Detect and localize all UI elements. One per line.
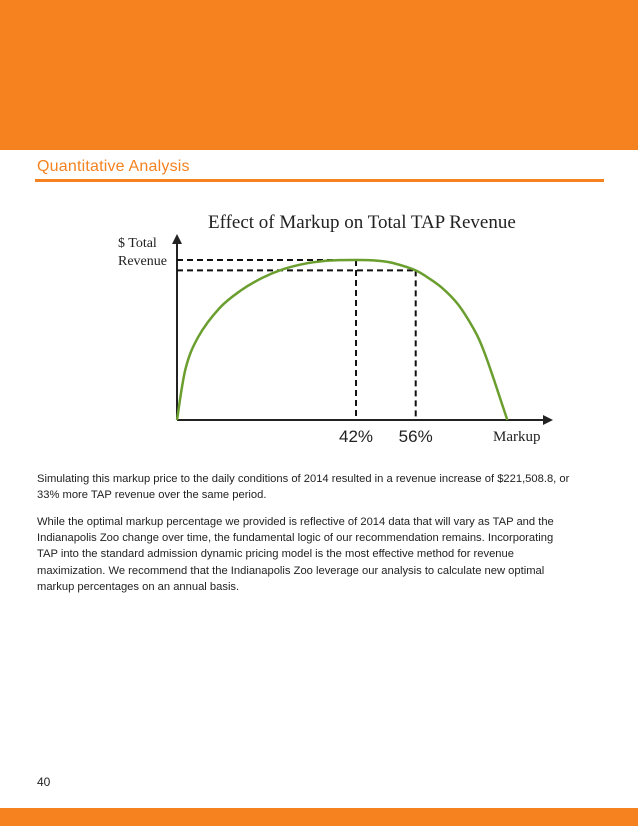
- x-axis-arrow: [543, 415, 553, 425]
- y-axis-label-line1: $ Total: [118, 236, 157, 251]
- paragraph-recommendation: [37, 514, 599, 595]
- paragraph-results: [37, 471, 599, 503]
- series-line-revenue: [177, 260, 507, 420]
- section-title-rule: [35, 179, 604, 182]
- y-axis-arrow: [172, 234, 182, 244]
- paragraph-line: maximization. We recommend that the Indianapolis Zoo leverage our analysis to calculate new optimal: [37, 564, 545, 577]
- paragraph-line: Indianapolis Zoo change over time, the fundamental logic of our recommendation remains. Incorporating: [37, 532, 554, 545]
- y-axis-label-line2: Revenue: [118, 254, 167, 269]
- paragraph-line: TAP into the standard admission dynamic pricing model is the most effective method for revenue: [37, 548, 514, 561]
- paragraph-line: 33% more TAP revenue over the same period.: [37, 489, 267, 502]
- paragraph-line: While the optimal markup percentage we provided is reflective of 2014 data that will vary as TAP and the: [37, 516, 554, 528]
- chart-title: Effect of Markup on Total TAP Revenue: [208, 212, 516, 233]
- page-number: 40: [37, 775, 51, 789]
- paragraph-line: Simulating this markup price to the daily conditions of 2014 resulted in a revenue increase of $221,508.8, or: [37, 473, 570, 485]
- x-tick-label: 56%: [398, 427, 433, 446]
- section-title: Quantitative Analysis: [37, 158, 190, 175]
- markup-revenue-chart: [100, 200, 570, 455]
- paragraph-line: markup percentages on an annual basis.: [37, 580, 240, 593]
- x-axis-label: Markup: [493, 429, 541, 445]
- x-tick-label: 42%: [339, 427, 374, 446]
- header-band: [0, 0, 638, 150]
- footer-band: [0, 808, 638, 826]
